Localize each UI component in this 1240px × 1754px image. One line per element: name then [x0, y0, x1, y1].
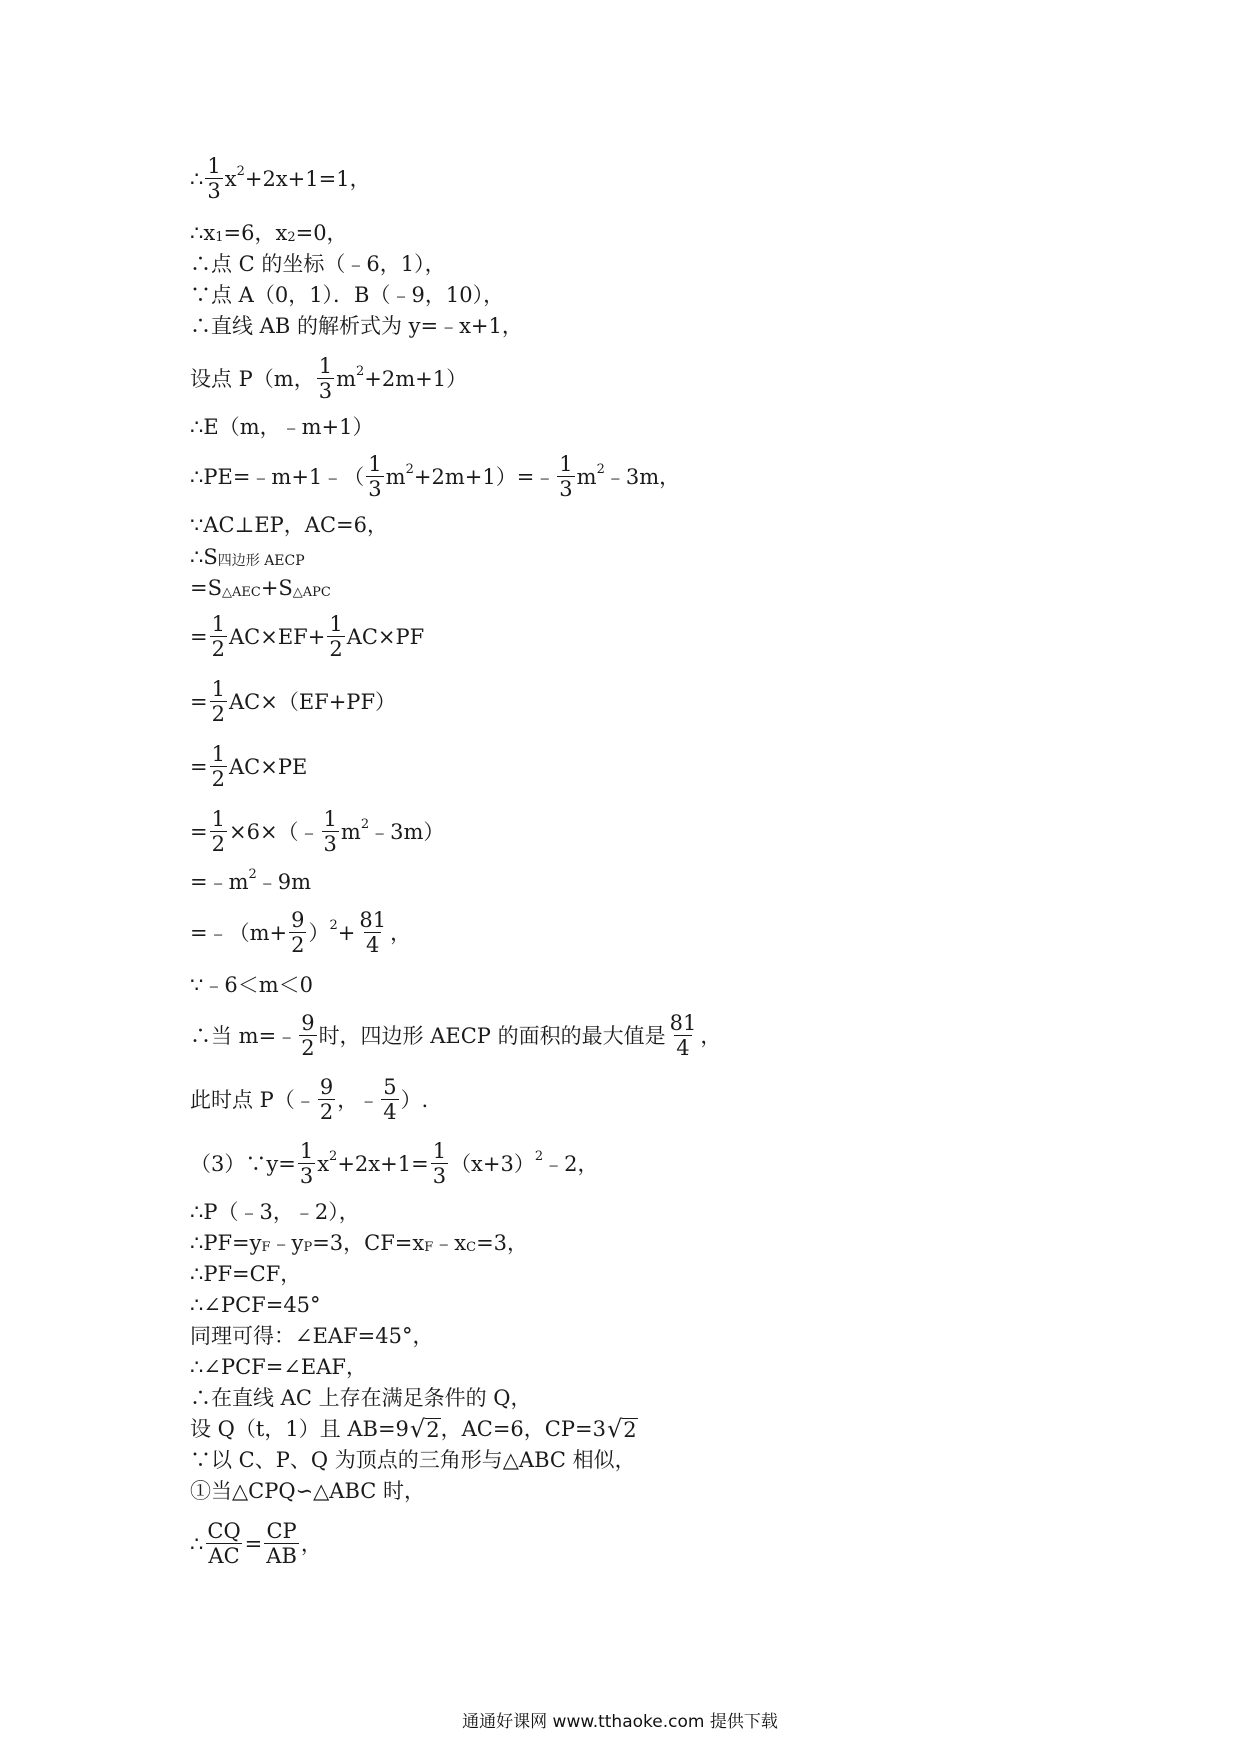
- text: AC×PE: [228, 754, 308, 779]
- fraction: [431, 1140, 448, 1187]
- fraction: [210, 613, 227, 660]
- denominator: 2: [329, 637, 343, 661]
- text: ∴: [190, 166, 204, 191]
- numerator: 1: [211, 807, 225, 831]
- fraction: [205, 1520, 242, 1567]
- line-30: ∵以 C、P、Q 为顶点的三角形与△ABC 相似，: [190, 1448, 636, 1472]
- line-14: [190, 743, 307, 790]
- text: 时，四边形 AECP 的面积的最大值是: [318, 1023, 666, 1048]
- numerator: 1: [211, 742, 225, 766]
- line-22: ∴P（﹣3，﹣2），: [190, 1200, 360, 1224]
- subscript: F: [261, 1240, 271, 1255]
- denominator: 2: [211, 702, 225, 726]
- subscript: 四边形 AECP: [217, 553, 305, 569]
- superscript: 2: [534, 1148, 544, 1164]
- subscript: C: [466, 1240, 477, 1255]
- superscript: 2: [356, 363, 365, 379]
- numerator: 1: [211, 677, 225, 701]
- superscript: 2: [405, 461, 414, 477]
- text: ﹣x: [433, 1231, 467, 1255]
- fraction: [205, 155, 222, 202]
- fraction: [557, 453, 574, 500]
- superscript: 2: [329, 1148, 338, 1164]
- fraction: [317, 355, 334, 402]
- text: ，AC=6，CP=3: [440, 1417, 606, 1441]
- numerator: CP: [266, 1519, 297, 1543]
- denominator: 3: [323, 832, 337, 856]
- text: =: [190, 754, 208, 779]
- text: x: [224, 166, 237, 191]
- text: +2m+1）: [364, 366, 468, 391]
- line-18: ∵﹣6＜m＜0: [190, 973, 313, 997]
- fraction: [668, 1012, 699, 1059]
- line-5: ∴直线 AB 的解析式为 y=﹣x+1，: [190, 314, 523, 338]
- text: ）: [308, 920, 330, 945]
- subscript: △APC: [292, 585, 331, 600]
- numerator: 9: [301, 1011, 315, 1035]
- text: ）.: [400, 1087, 429, 1112]
- numerator: 1: [299, 1139, 314, 1163]
- sqrt-symbol: √ 2: [409, 1415, 440, 1443]
- text: =: [244, 1531, 263, 1556]
- line-2: [190, 221, 348, 245]
- line-15: [190, 808, 444, 855]
- fraction: [210, 808, 227, 855]
- text: AC×PF: [346, 624, 425, 649]
- text: =: [190, 819, 208, 844]
- denominator: 2: [301, 1036, 315, 1060]
- denominator: 3: [207, 179, 221, 203]
- line-21: [190, 1140, 599, 1187]
- denominator: 4: [676, 1036, 690, 1060]
- numerator: 81: [669, 1011, 697, 1035]
- text: ∴PE=﹣m+1﹣（: [190, 464, 365, 489]
- text: =3，CF=x: [312, 1231, 425, 1255]
- text: +2x+1=1，: [244, 166, 371, 191]
- line-26: 同理可得：∠EAF=45°，: [190, 1324, 434, 1348]
- numerator: 9: [291, 908, 305, 932]
- text: =6，x: [223, 221, 288, 245]
- text: （3）∵y=: [190, 1151, 296, 1176]
- superscript: 2: [248, 867, 257, 882]
- text: ∴x: [190, 221, 216, 245]
- fraction: [289, 909, 306, 956]
- radicand: 2: [623, 1418, 637, 1442]
- line-9: ∵AC⊥EP，AC=6，: [190, 513, 388, 537]
- subscript: 2: [287, 230, 296, 245]
- text: AC×（EF+PF）: [228, 689, 397, 714]
- line-29: [190, 1417, 638, 1441]
- line-8: [190, 453, 680, 500]
- line-12: [190, 613, 424, 660]
- denominator: 2: [211, 637, 225, 661]
- text: 设 Q（t，1）且 AB=9: [190, 1417, 409, 1441]
- denominator: AC: [208, 1544, 240, 1568]
- fraction: [366, 453, 383, 500]
- text: =﹣m: [190, 870, 249, 894]
- text: ﹣y: [270, 1231, 304, 1255]
- text: +: [337, 920, 356, 945]
- page-footer: 通通好课网 www.tthaoke.com 提供下载: [462, 1712, 778, 1732]
- numerator: 9: [319, 1075, 334, 1099]
- text: ∴: [190, 1531, 204, 1556]
- text: =﹣（m+: [190, 920, 288, 945]
- text: m: [576, 464, 597, 489]
- line-17: [190, 909, 411, 956]
- numerator: 1: [207, 154, 221, 178]
- fraction: [357, 909, 388, 956]
- numerator: CQ: [207, 1519, 241, 1543]
- line-28: ∴在直线 AC 上存在满足条件的 Q，: [190, 1386, 532, 1410]
- subscript: P: [303, 1240, 313, 1255]
- denominator: 3: [368, 477, 382, 501]
- numerator: 1: [323, 807, 337, 831]
- line-23: [190, 1231, 528, 1255]
- superscript: 2: [236, 163, 245, 179]
- line-19: [190, 1012, 721, 1059]
- line-3: ∴点 C 的坐标（﹣6，1），: [190, 252, 446, 276]
- subscript: △AEC: [221, 585, 261, 600]
- text: m: [340, 819, 361, 844]
- text: =: [190, 624, 208, 649]
- text: ×6×（﹣: [228, 819, 320, 844]
- subscript: 1: [215, 230, 224, 245]
- fraction: [210, 743, 227, 790]
- text: AC×EF+: [228, 624, 326, 649]
- numerator: 1: [559, 452, 573, 476]
- denominator: 3: [299, 1164, 314, 1188]
- denominator: 4: [366, 933, 380, 957]
- denominator: 2: [211, 832, 225, 856]
- text: ，﹣: [337, 1087, 380, 1112]
- numerator: 1: [329, 612, 343, 636]
- text: ﹣3m）: [369, 819, 445, 844]
- numerator: 1: [211, 612, 225, 636]
- line-6: [190, 355, 467, 402]
- text: ∴S: [190, 545, 218, 569]
- line-11: [190, 576, 331, 600]
- line-16: [190, 867, 312, 894]
- denominator: 3: [318, 379, 333, 403]
- text: =S: [190, 576, 222, 600]
- superscript: 2: [360, 816, 370, 832]
- text: m: [385, 464, 406, 489]
- line-7: ∴E（m，﹣m+1）: [190, 415, 374, 439]
- denominator: 3: [559, 477, 573, 501]
- fraction: [381, 1076, 398, 1123]
- line-10: [190, 545, 305, 569]
- denominator: AB: [266, 1544, 297, 1568]
- text: ∴当 m=﹣: [190, 1023, 298, 1048]
- line-13: [190, 678, 396, 725]
- text: 设点 P（m，: [190, 366, 315, 391]
- line-25: ∴∠PCF=45°: [190, 1293, 321, 1317]
- radicand: 2: [426, 1418, 440, 1442]
- text: +2m+1）=﹣: [413, 464, 556, 489]
- denominator: 2: [211, 767, 225, 791]
- superscript: 2: [596, 461, 605, 477]
- fraction: [264, 1520, 299, 1567]
- text: ∴PF=y: [190, 1231, 262, 1255]
- text: 此时点 P（﹣: [190, 1087, 316, 1112]
- numerator: 1: [368, 452, 382, 476]
- line-20: [190, 1076, 428, 1123]
- fraction: [318, 1076, 335, 1123]
- fraction: [327, 613, 344, 660]
- line-4: ∵点 A（0，1）．B（﹣9，10），: [190, 283, 505, 307]
- text: ﹣3m，: [604, 464, 681, 489]
- numerator: 81: [359, 908, 387, 932]
- text: +2x+1=: [337, 1151, 429, 1176]
- text: m: [336, 366, 357, 391]
- fraction: [210, 678, 227, 725]
- fraction: [298, 1140, 315, 1187]
- sqrt-symbol: √ 2: [606, 1415, 637, 1443]
- text: =0，: [295, 221, 348, 245]
- superscript: 2: [329, 917, 338, 933]
- text: ﹣2，: [543, 1151, 599, 1176]
- numerator: 5: [383, 1075, 397, 1099]
- fraction: [299, 1012, 316, 1059]
- denominator: 2: [319, 1100, 334, 1124]
- text: ，: [390, 920, 412, 945]
- line-32: [190, 1520, 322, 1567]
- subscript: F: [424, 1240, 434, 1255]
- line-1: [190, 155, 371, 202]
- line-27: ∴∠PCF=∠EAF，: [190, 1355, 367, 1379]
- text: =3，: [476, 1231, 529, 1255]
- numerator: 1: [318, 354, 333, 378]
- text: （x+3）: [450, 1151, 535, 1176]
- text: ﹣9m: [256, 870, 312, 894]
- denominator: 4: [383, 1100, 397, 1124]
- text: ，: [300, 1531, 322, 1556]
- line-24: ∴PF=CF，: [190, 1262, 302, 1286]
- text: +S: [260, 576, 293, 600]
- fraction: [322, 808, 339, 855]
- text: x: [317, 1151, 330, 1176]
- denominator: 2: [291, 933, 305, 957]
- text: =: [190, 689, 208, 714]
- line-31: ①当△CPQ∽△ABC 时，: [190, 1479, 426, 1503]
- text: ，: [700, 1023, 722, 1048]
- denominator: 3: [432, 1164, 447, 1188]
- numerator: 1: [432, 1139, 447, 1163]
